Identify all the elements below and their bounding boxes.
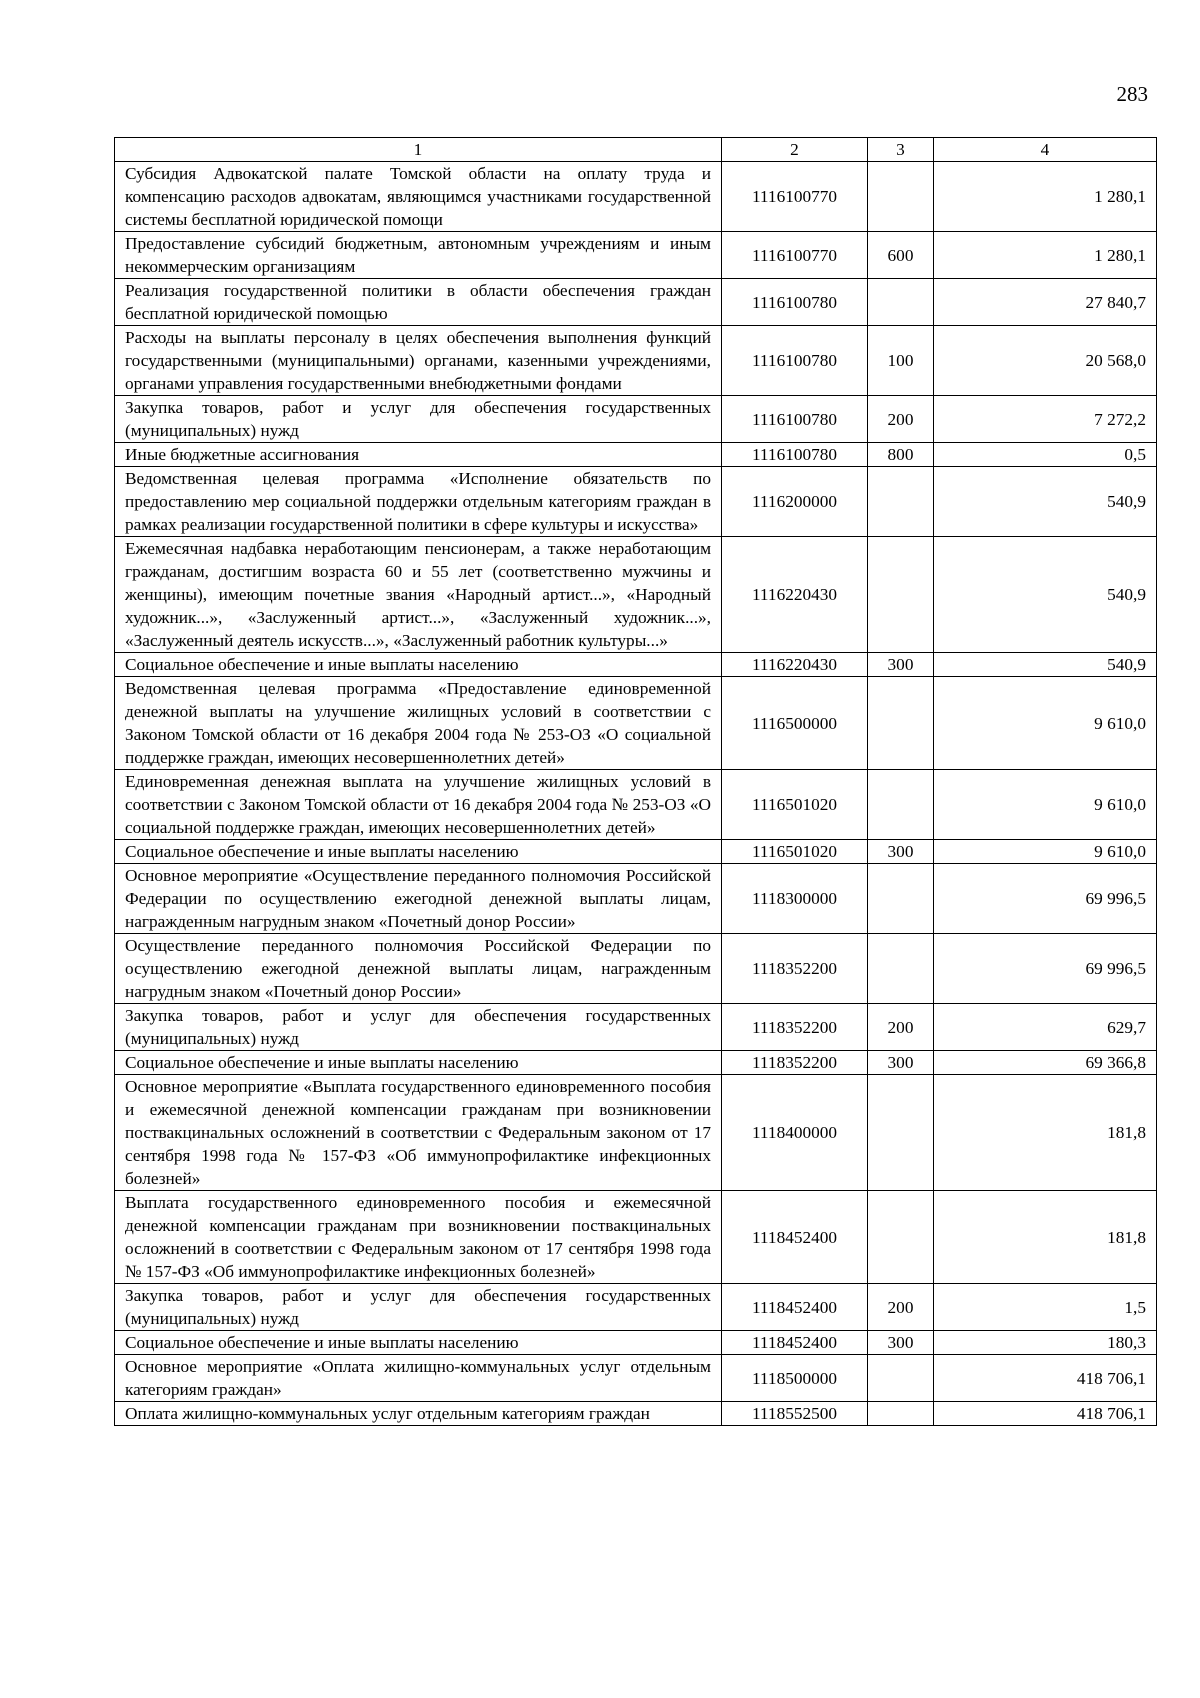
row-expense-type: 600 <box>868 232 934 279</box>
row-amount: 1,5 <box>934 1284 1157 1331</box>
row-amount: 9 610,0 <box>934 677 1157 770</box>
table-row <box>115 653 1157 677</box>
row-amount: 418 706,1 <box>934 1355 1157 1402</box>
row-amount: 540,9 <box>934 653 1157 677</box>
table-row <box>115 396 1157 443</box>
row-amount: 9 610,0 <box>934 770 1157 840</box>
row-amount: 181,8 <box>934 1075 1157 1191</box>
row-amount: 0,5 <box>934 443 1157 467</box>
row-target-code: 1116501020 <box>722 770 868 840</box>
row-target-code: 1116100780 <box>722 326 868 396</box>
table-row <box>115 840 1157 864</box>
column-number-3: 3 <box>868 138 934 162</box>
row-expense-type <box>868 162 934 232</box>
row-description: Основное мероприятие «Оплата жилищно-коммунальных услуг отдельным категориям граждан» <box>115 1355 722 1402</box>
row-target-code: 1116501020 <box>722 840 868 864</box>
row-description: Основное мероприятие «Осуществление переданного полномочия Российской Федерации по осуществлению ежегодной денежной выплаты лицам, награжденным нагрудным знаком «Почетный донор России» <box>115 864 722 934</box>
budget-table-body <box>115 138 1157 1426</box>
row-description: Иные бюджетные ассигнования <box>115 443 722 467</box>
row-amount: 20 568,0 <box>934 326 1157 396</box>
row-target-code: 1116200000 <box>722 467 868 537</box>
table-row <box>115 279 1157 326</box>
row-target-code: 1116220430 <box>722 653 868 677</box>
table-row <box>115 326 1157 396</box>
row-amount: 27 840,7 <box>934 279 1157 326</box>
row-description: Ведомственная целевая программа «Предоставление единовременной денежной выплаты на улучшение жилищных условий в соответствии с Законом Томской области от 16 декабря 2004 года № 253-ОЗ «О социальной поддержке граждан, имеющих несовершеннолетних детей» <box>115 677 722 770</box>
table-row <box>115 934 1157 1004</box>
table-row <box>115 232 1157 279</box>
column-number-4: 4 <box>934 138 1157 162</box>
row-description: Закупка товаров, работ и услуг для обеспечения государственных (муниципальных) нужд <box>115 1284 722 1331</box>
row-expense-type <box>868 467 934 537</box>
table-row <box>115 162 1157 232</box>
row-expense-type <box>868 1075 934 1191</box>
table-row <box>115 864 1157 934</box>
row-expense-type: 200 <box>868 1284 934 1331</box>
row-target-code: 1116100780 <box>722 396 868 443</box>
row-target-code: 1118352200 <box>722 1051 868 1075</box>
row-description: Социальное обеспечение и иные выплаты населению <box>115 1051 722 1075</box>
table-row <box>115 770 1157 840</box>
row-amount: 69 996,5 <box>934 934 1157 1004</box>
row-description: Закупка товаров, работ и услуг для обеспечения государственных (муниципальных) нужд <box>115 396 722 443</box>
table-row <box>115 677 1157 770</box>
row-expense-type <box>868 1191 934 1284</box>
row-amount: 1 280,1 <box>934 232 1157 279</box>
table-row <box>115 1004 1157 1051</box>
row-description: Оплата жилищно-коммунальных услуг отдельным категориям граждан <box>115 1402 722 1426</box>
row-target-code: 1118500000 <box>722 1355 868 1402</box>
row-target-code: 1118352200 <box>722 1004 868 1051</box>
row-description: Социальное обеспечение и иные выплаты населению <box>115 653 722 677</box>
row-expense-type: 200 <box>868 396 934 443</box>
row-target-code: 1118452400 <box>722 1191 868 1284</box>
row-expense-type: 300 <box>868 840 934 864</box>
table-row <box>115 467 1157 537</box>
row-description: Расходы на выплаты персоналу в целях обеспечения выполнения функций государственными (муниципальными) органами, казенными учреждениями, органами управления государственными внебюджетными фондами <box>115 326 722 396</box>
row-description: Осуществление переданного полномочия Российской Федерации по осуществлению ежегодной денежной выплаты лицам, награжденным нагрудным знаком «Почетный донор России» <box>115 934 722 1004</box>
row-amount: 629,7 <box>934 1004 1157 1051</box>
row-target-code: 1118300000 <box>722 864 868 934</box>
row-target-code: 1116100770 <box>722 162 868 232</box>
row-target-code: 1118400000 <box>722 1075 868 1191</box>
column-number-2: 2 <box>722 138 868 162</box>
row-expense-type: 300 <box>868 653 934 677</box>
table-row <box>115 1331 1157 1355</box>
table-row <box>115 1051 1157 1075</box>
row-description: Ежемесячная надбавка неработающим пенсионерам, а также неработающим гражданам, достигшим возраста 60 и 55 лет (соответственно мужчины и женщины), имеющим почетные звания «Народный артист...», «Народный художник...», «Заслуженный артист...», «Заслуженный художник...», «Заслуженный деятель искусств...», «Заслуженный работник культуры...» <box>115 537 722 653</box>
row-amount: 9 610,0 <box>934 840 1157 864</box>
row-amount: 418 706,1 <box>934 1402 1157 1426</box>
table-row <box>115 1191 1157 1284</box>
row-amount: 69 996,5 <box>934 864 1157 934</box>
table-row <box>115 1355 1157 1402</box>
row-target-code: 1118452400 <box>722 1331 868 1355</box>
row-description: Выплата государственного единовременного пособия и ежемесячной денежной компенсации гражданам при возникновении поствакцинальных осложнений в соответствии с Федеральным законом от 17 сентября 1998 года № 157-ФЗ «Об иммунопрофилактике инфекционных болезней» <box>115 1191 722 1284</box>
row-expense-type: 100 <box>868 326 934 396</box>
column-number-row <box>115 138 1157 162</box>
row-expense-type: 800 <box>868 443 934 467</box>
table-row <box>115 1284 1157 1331</box>
budget-table <box>114 137 1157 1426</box>
row-target-code: 1118552500 <box>722 1402 868 1426</box>
row-target-code: 1116100770 <box>722 232 868 279</box>
row-expense-type <box>868 864 934 934</box>
row-amount: 7 272,2 <box>934 396 1157 443</box>
table-row <box>115 1075 1157 1191</box>
row-expense-type <box>868 279 934 326</box>
row-expense-type <box>868 770 934 840</box>
row-amount: 540,9 <box>934 467 1157 537</box>
row-description: Социальное обеспечение и иные выплаты населению <box>115 1331 722 1355</box>
row-expense-type: 300 <box>868 1331 934 1355</box>
column-number-1: 1 <box>115 138 722 162</box>
table-row <box>115 1402 1157 1426</box>
row-target-code: 1116500000 <box>722 677 868 770</box>
row-description: Закупка товаров, работ и услуг для обеспечения государственных (муниципальных) нужд <box>115 1004 722 1051</box>
row-description: Социальное обеспечение и иные выплаты населению <box>115 840 722 864</box>
row-description: Субсидия Адвокатской палате Томской области на оплату труда и компенсацию расходов адвокатам, являющимся участниками государственной системы бесплатной юридической помощи <box>115 162 722 232</box>
row-amount: 1 280,1 <box>934 162 1157 232</box>
row-expense-type: 200 <box>868 1004 934 1051</box>
row-expense-type <box>868 1402 934 1426</box>
row-target-code: 1118352200 <box>722 934 868 1004</box>
row-target-code: 1116100780 <box>722 443 868 467</box>
table-row <box>115 537 1157 653</box>
row-expense-type <box>868 677 934 770</box>
row-target-code: 1118452400 <box>722 1284 868 1331</box>
row-expense-type <box>868 537 934 653</box>
page-number: 283 <box>1116 82 1148 106</box>
row-description: Ведомственная целевая программа «Исполнение обязательств по предоставлению мер социальной поддержки отдельным категориям граждан в рамках реализации государственной политики в сфере культуры и искусства» <box>115 467 722 537</box>
row-expense-type: 300 <box>868 1051 934 1075</box>
row-expense-type <box>868 934 934 1004</box>
row-description: Предоставление субсидий бюджетным, автономным учреждениям и иным некоммерческим организациям <box>115 232 722 279</box>
row-amount: 69 366,8 <box>934 1051 1157 1075</box>
row-description: Единовременная денежная выплата на улучшение жилищных условий в соответствии с Законом Томской области от 16 декабря 2004 года № 253-ОЗ «О социальной поддержке граждан, имеющих несовершеннолетних детей» <box>115 770 722 840</box>
row-amount: 180,3 <box>934 1331 1157 1355</box>
row-expense-type <box>868 1355 934 1402</box>
row-target-code: 1116100780 <box>722 279 868 326</box>
table-row <box>115 443 1157 467</box>
row-description: Реализация государственной политики в области обеспечения граждан бесплатной юридической помощью <box>115 279 722 326</box>
row-amount: 540,9 <box>934 537 1157 653</box>
row-target-code: 1116220430 <box>722 537 868 653</box>
row-description: Основное мероприятие «Выплата государственного единовременного пособия и ежемесячной денежной компенсации гражданам при возникновении поствакцинальных осложнений в соответствии с Федеральным законом от 17 сентября 1998 года № 157-ФЗ «Об иммунопрофилактике инфекционных болезней» <box>115 1075 722 1191</box>
row-amount: 181,8 <box>934 1191 1157 1284</box>
